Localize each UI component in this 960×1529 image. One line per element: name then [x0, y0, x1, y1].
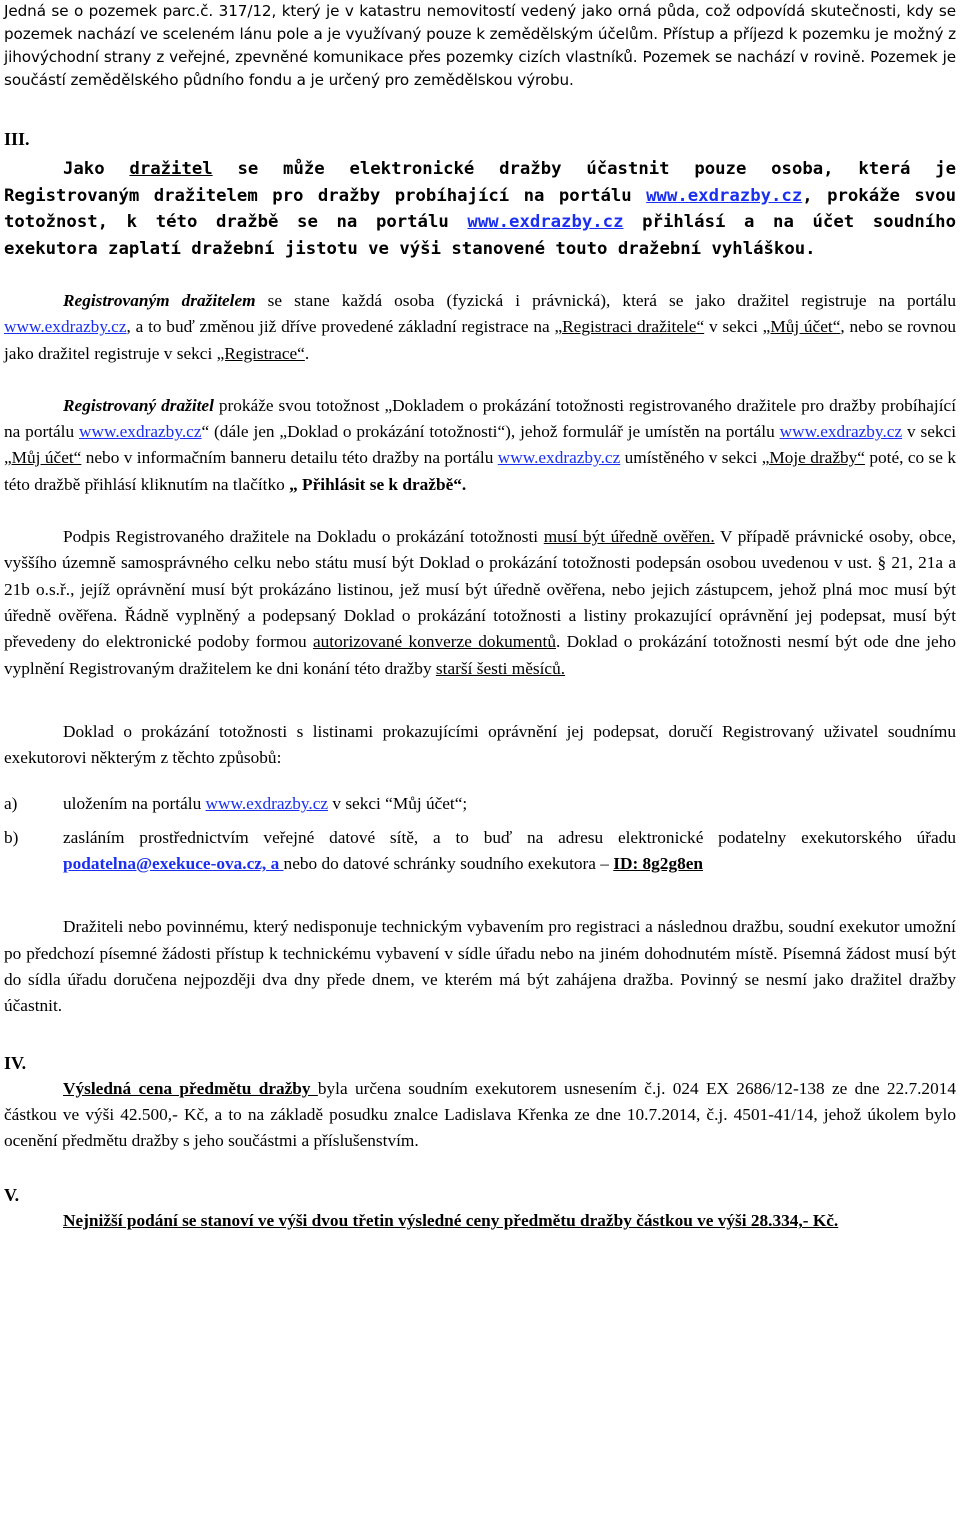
- property-description: [4, 0, 956, 92]
- text: poté, co se k této dražbě přihlásí kliknutím na tlačítko: [4, 448, 956, 494]
- text: uložením na portálu: [63, 794, 206, 814]
- text: prokáže svou totožnost „Dokladem o prokázání totožnosti registrovaného dražitele pro dražby probíhající na portálu: [4, 395, 956, 442]
- list-label: a): [4, 794, 18, 814]
- list-text: [63, 791, 956, 817]
- muj-ucet-ref: „Můj účet“: [4, 448, 82, 468]
- exdrazby-link[interactable]: www.exdrazby.cz: [4, 317, 127, 337]
- text: byla určena soudním exekutorem usnesením č.j. 024 EX 2686/12-138 ze dne 22.7.2014 částkou ve výši 42.500,- Kč, a to na základě posudku znalce Ladislava Křenka ze dne 10.7.2014, č.j. 4501-41/14, jehož úkolem bylo ocenění předmětu dražby s jeho součástmi a příslušenstvím.: [4, 1078, 956, 1151]
- section-3-numeral: III.: [4, 129, 30, 149]
- intro-sentence-3: Pozemek se nachází v rovině.: [642, 48, 866, 66]
- text: se stane každá osoba (fyzická i právnická), která se jako dražitel registruje na portálu: [255, 291, 956, 310]
- text: , a to buď změnou již dříve provedené základní registrace na: [126, 317, 555, 337]
- exdrazby-link[interactable]: www.exdrazby.cz: [646, 185, 803, 206]
- exdrazby-link[interactable]: www.exdrazby.cz: [497, 448, 621, 468]
- text: přihlásí a na účet soudního exekutora zaplatí dražební jistotu ve výši stanovené touto dražební vyhláškou.: [4, 212, 956, 259]
- list-item: [4, 791, 956, 817]
- moje-drazby-ref: „Moje dražby“: [761, 448, 865, 468]
- text: “ (dále jen „Doklad o prokázání totožnosti“), jehož formulář je umístěn na portálu: [201, 422, 780, 442]
- section-3-paragraph-6: Dražiteli nebo povinnému, který nedisponuje technickým vybavením pro registraci a následnou dražbu, soudní exekutor umožní po předchozí písemné žádosti přístup k technickému vybavení v sídle úřadu nebo na jiném dohodnutém místě. Písemná žádost musí být do sídla úřadu doručena nejpozději dva dny přede dnem, ve kterém má být zahájena dražba. Povinný se nesmí jako dražitel dražby účastnit.: [4, 917, 956, 1016]
- text: nebo do datové schránky soudního exekutora –: [283, 854, 614, 874]
- section-5-numeral: V.: [4, 1185, 20, 1206]
- vysledna-cena-heading: Výsledná cena předmětu dražby: [63, 1078, 318, 1098]
- stari-requirement: starší šesti měsíců.: [435, 658, 566, 678]
- text: se může elektronické dražby účastnit pouze osoba, která je Registrovaným dražitelem pro dražby probíhající na portálu: [4, 159, 956, 206]
- text: v sekci: [902, 422, 956, 442]
- intro-sentence-1: Jedná se o pozemek parc.č. 317/12, který je v katastru nemovitostí vedený jako orná půda, což odpovídá skutečnosti, kdy se pozemek nachází ve sceleném lánu pole a je využívaný pouze k zemědělským účelům.: [4, 2, 956, 43]
- exdrazby-link[interactable]: www.exdrazby.cz: [467, 212, 624, 232]
- prihlasit-button-ref: „ Přihlásit se k dražbě“.: [289, 474, 467, 494]
- text: .: [304, 343, 310, 363]
- section-3-paragraph-3: [4, 393, 956, 498]
- datova-schranka-id: ID: 8g2g8en: [613, 854, 704, 874]
- list-label: b): [4, 827, 19, 847]
- overeni-requirement: musí být úředně ověřen.: [543, 527, 715, 547]
- section-4-numeral: IV.: [4, 1052, 27, 1073]
- exdrazby-link[interactable]: www.exdrazby.cz: [779, 422, 903, 442]
- section-5-paragraph: Nejnižší podání se stanoví ve výši dvou třetin výsledné ceny předmětu dražby částkou ve výši 28.334,- Kč.: [63, 1211, 839, 1231]
- registrace-ref: „Registrace“: [216, 343, 305, 363]
- text: , prokáže svou totožnost, k této dražbě se na portálu: [4, 185, 956, 232]
- intro-sentence-2: Přístup a příjezd k pozemku je možný z jihovýchodní strany z veřejné, zpevněné komunikace přes pozemky cizích vlastníků.: [4, 25, 957, 66]
- registrace-drazitele-ref: „Registraci dražitele“: [554, 317, 705, 337]
- list-item: [4, 825, 956, 878]
- section-3-paragraph-5: Doklad o prokázání totožnosti s listinami prokazujícími oprávnění jej podepsat, doručí Registrovaný uživatel soudnímu exekutorovi některým z těchto způsobů:: [4, 721, 956, 768]
- section-3-paragraph-2: [4, 288, 956, 367]
- intro-sentence-4: Pozemek je součástí zemědělského půdního fondu a je určený pro zemědělskou výrobu.: [4, 48, 956, 89]
- section-3-paragraph-4: [4, 524, 956, 682]
- muj-ucet-ref: „Můj účet“: [762, 317, 841, 337]
- dražitel-term: dražitel: [129, 159, 213, 179]
- konverze-term: autorizované konverze dokumentů: [312, 632, 556, 652]
- section-4-paragraph: [4, 1076, 956, 1155]
- section-3-paragraph-1: [4, 156, 956, 262]
- podatelna-email-link[interactable]: podatelna@exekuce-ova.cz, a: [63, 854, 284, 874]
- defined-term: Registrovaný dražitel: [63, 395, 214, 415]
- defined-term: Registrovaným dražitelem: [63, 291, 256, 310]
- exdrazby-link[interactable]: www.exdrazby.cz: [79, 422, 202, 442]
- text: v sekci: [704, 317, 763, 337]
- list-text: [63, 825, 956, 878]
- text: Jako: [63, 159, 130, 179]
- text: umístěného v sekci: [620, 448, 762, 468]
- text: , nebo se rovnou jako dražitel registruje v sekci: [4, 317, 956, 363]
- exdrazby-link[interactable]: www.exdrazby.cz: [205, 794, 329, 814]
- delivery-methods-list: [4, 791, 956, 877]
- text: zasláním prostřednictvím veřejné datové sítě, a to buď na adresu elektronické podatelny exekutorského úřadu: [63, 827, 956, 847]
- document-page: [4, 0, 956, 1235]
- text: V případě právnické osoby, obce, vyššího územně samosprávného celku nebo státu musí být Doklad o prokázání totožnosti podepsán osobou uvedenou v ust. § 21, 21a a 21b o.s.ř., jejíž oprávnění musí být prokázáno listinou, jež musí být úředně ověřena, nebo jejich zástupcem, jehož plná moc musí být úředně ověřena. Řádně vyplněný a podepsaný Doklad o prokázání totožnosti a listiny prokazující oprávnění jej podepsat, musí být převedeny do elektronické podoby formou: [4, 527, 956, 652]
- text: nebo v informačním banneru detailu této dražby na portálu: [81, 448, 498, 468]
- text: Podpis Registrovaného dražitele na Dokladu o prokázání totožnosti: [63, 527, 544, 547]
- text: v sekci “Můj účet“;: [328, 794, 468, 814]
- text: . Doklad o prokázání totožnosti nesmí být ode dne jeho vyplnění Registrovaným dražitelem ke dni konání této dražby: [4, 632, 957, 678]
